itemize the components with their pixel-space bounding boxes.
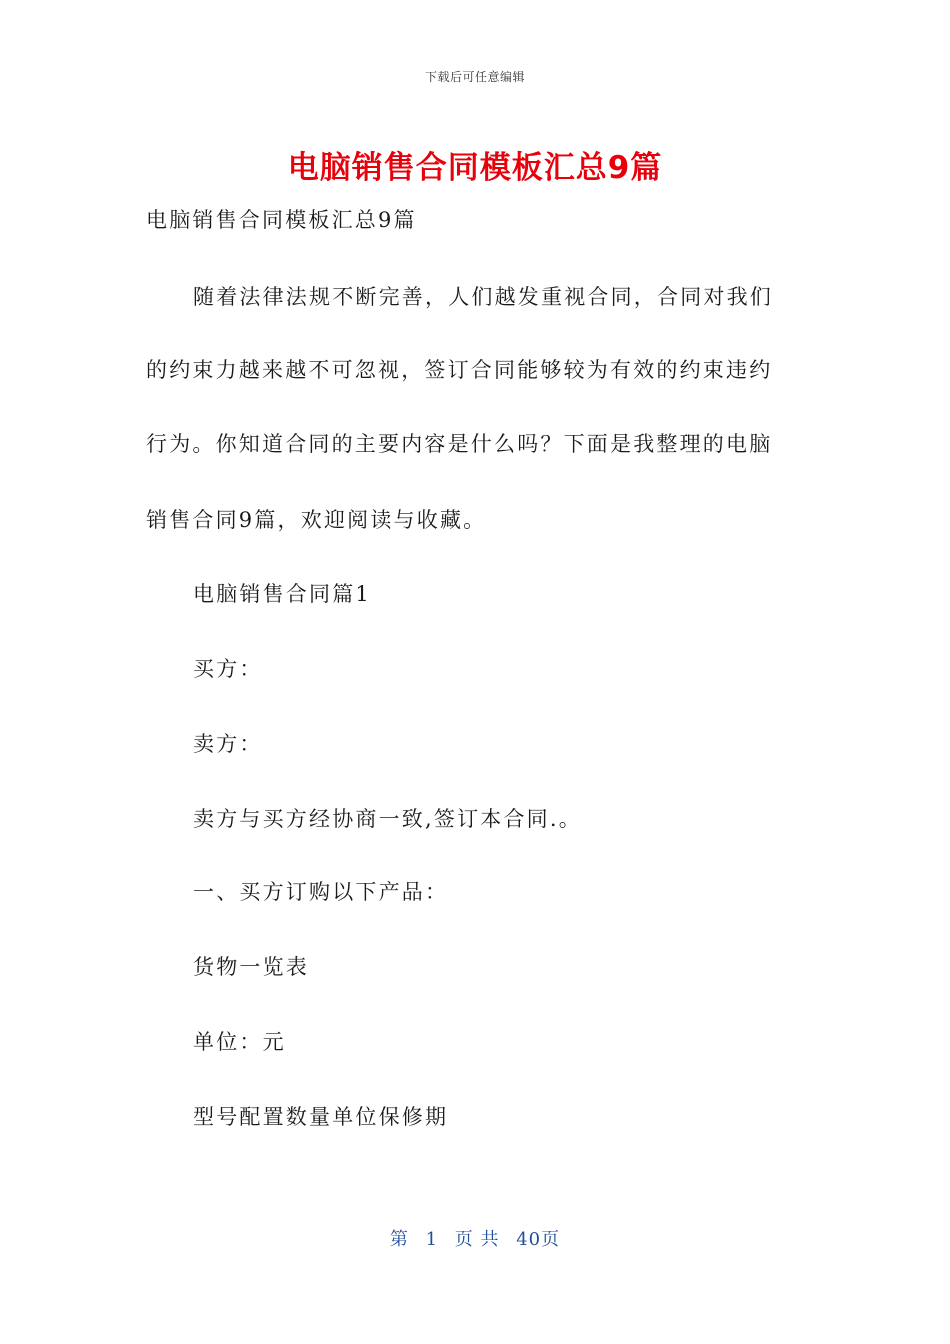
unit-line: 单位：元	[193, 1030, 286, 1054]
columns-line: 型号配置数量单位保修期	[193, 1105, 449, 1129]
footer-mid: 页 共	[454, 1229, 500, 1250]
intro-line-4: 销售合同9篇，欢迎阅读与收藏。	[146, 508, 487, 532]
agreement-line: 卖方与买方经协商一致,签订本合同.。	[193, 807, 582, 831]
header-note: 下载后可任意编辑	[424, 70, 525, 84]
page-footer	[0, 1225, 950, 1251]
seller-label: 卖方：	[193, 732, 263, 756]
intro-line-3: 行为。你知道合同的主要内容是什么吗？下面是我整理的电脑	[146, 432, 773, 456]
subtitle-line: 电脑销售合同模板汇总9篇	[146, 208, 417, 232]
intro-line-2: 的约束力越来越不可忽视，签订合同能够较为有效的约束违约	[146, 358, 773, 382]
footer-page-number: 1	[425, 1229, 439, 1250]
footer-total-pages: 40页	[516, 1229, 561, 1250]
document-title: 电脑销售合同模板汇总9篇	[287, 150, 663, 186]
section-heading: 电脑销售合同篇1	[193, 582, 371, 606]
intro-line-1: 随着法律法规不断完善，人们越发重视合同，合同对我们	[193, 285, 773, 309]
footer-prefix: 第	[389, 1229, 409, 1250]
goods-list-title: 货物一览表	[193, 955, 309, 979]
item-one-line: 一、买方订购以下产品：	[193, 880, 449, 904]
buyer-label: 买方：	[193, 657, 263, 681]
